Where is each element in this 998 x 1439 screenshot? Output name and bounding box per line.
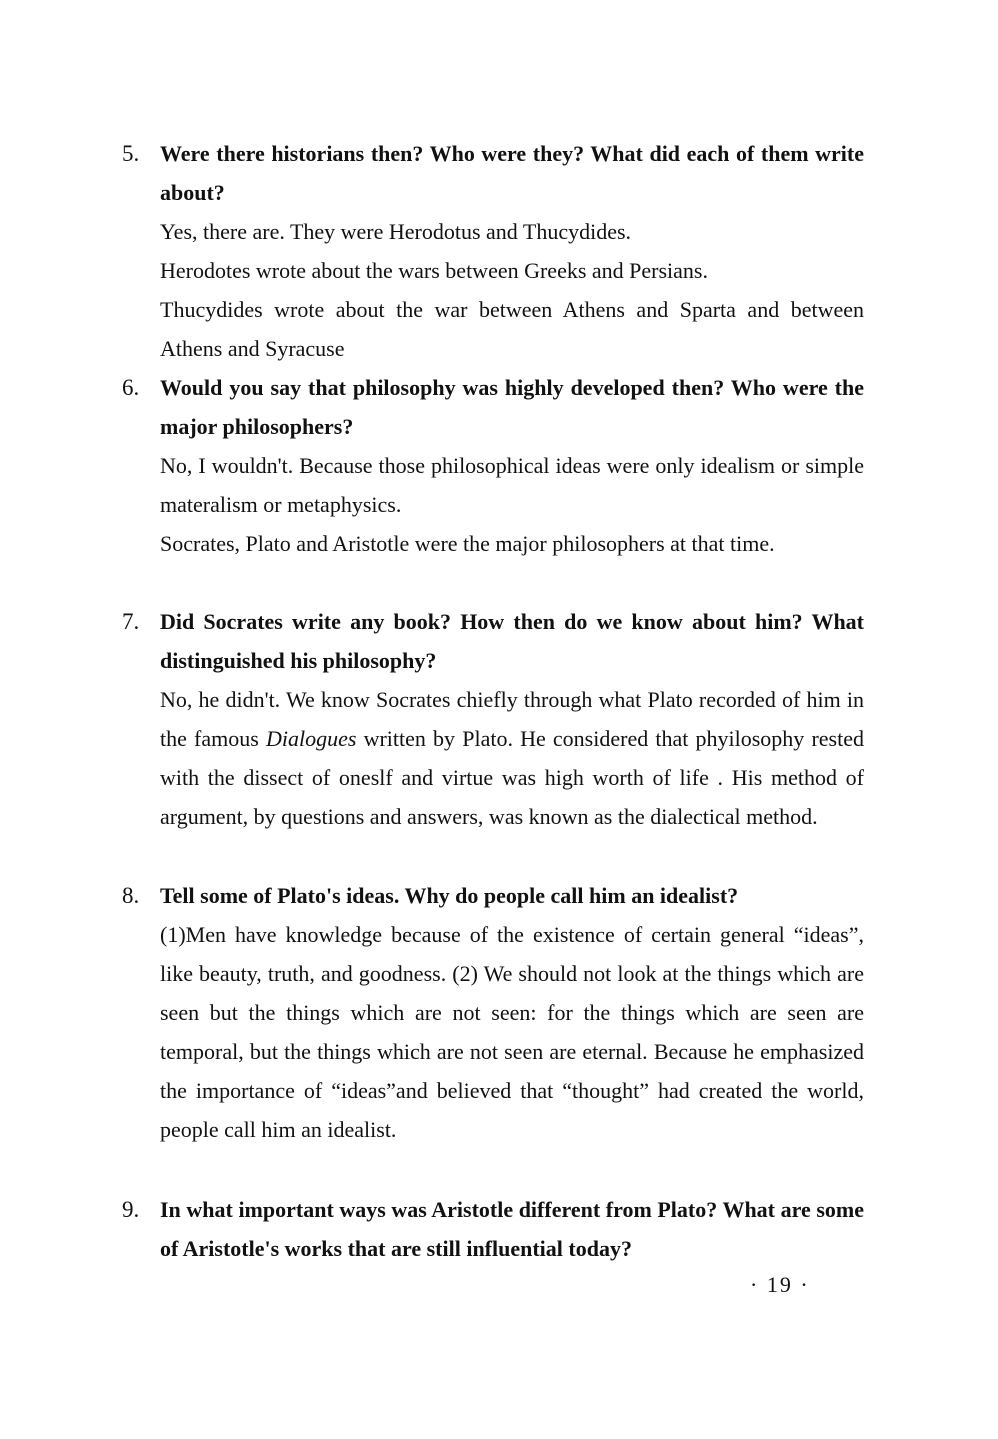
answer-text: No, I wouldn't. Because those philosophical ideas were only idealism or simple materalism or metaphysics.	[160, 453, 864, 517]
item-number: 8.	[122, 883, 140, 908]
question-text: Were there historians then? Who were they? What did each of them write about?	[160, 141, 864, 205]
item-number: 6.	[122, 375, 140, 400]
qa-item-5	[122, 134, 864, 368]
answer-text: No, he didn't. We know Socrates chiefly through what Plato recorded of him in the famous Dialogues written by Plato. He considered that phyilosophy rested with the dissect of oneslf and virtue was high worth of life . His method of argument, by questions and answers, was known as the dialectical method.	[160, 687, 864, 829]
qa-item-9	[122, 1190, 864, 1268]
question-text: Would you say that philosophy was highly developed then? Who were the major philosophers?	[160, 375, 864, 439]
item-number: 9.	[122, 1197, 140, 1222]
answer-text: (1)Men have knowledge because of the existence of certain general “ideas”, like beauty, truth, and goodness. (2) We should not look at the things which are seen but the things which are not seen: for the things which are seen are temporal, but the things which are not seen are eternal. Because he emphasized the importance of “ideas”and believed that “thought” had created the world, people call him an idealist.	[160, 922, 864, 1142]
answer-text: Thucydides wrote about the war between Athens and Sparta and between Athens and Syracuse	[160, 297, 864, 361]
item-number: 7.	[122, 609, 140, 634]
answer-text: Herodotes wrote about the wars between Greeks and Persians.	[160, 258, 708, 283]
question-text: In what important ways was Aristotle different from Plato? What are some of Aristotle's works that are still influential today?	[160, 1197, 864, 1261]
qa-item-8	[122, 876, 864, 1149]
question-text: Did Socrates write any book? How then do we know about him? What distinguished his philosophy?	[160, 609, 864, 673]
answer-text: Socrates, Plato and Aristotle were the major philosophers at that time.	[160, 531, 775, 556]
qa-item-7	[122, 602, 864, 836]
page-number: · 19 ·	[750, 1272, 810, 1297]
qa-item-6	[122, 368, 864, 563]
item-number: 5.	[122, 141, 140, 166]
answer-text: Yes, there are. They were Herodotus and Thucydides.	[160, 219, 632, 244]
question-text: Tell some of Plato's ideas. Why do people call him an idealist?	[160, 883, 739, 908]
book-title: Dialogues	[265, 726, 357, 751]
